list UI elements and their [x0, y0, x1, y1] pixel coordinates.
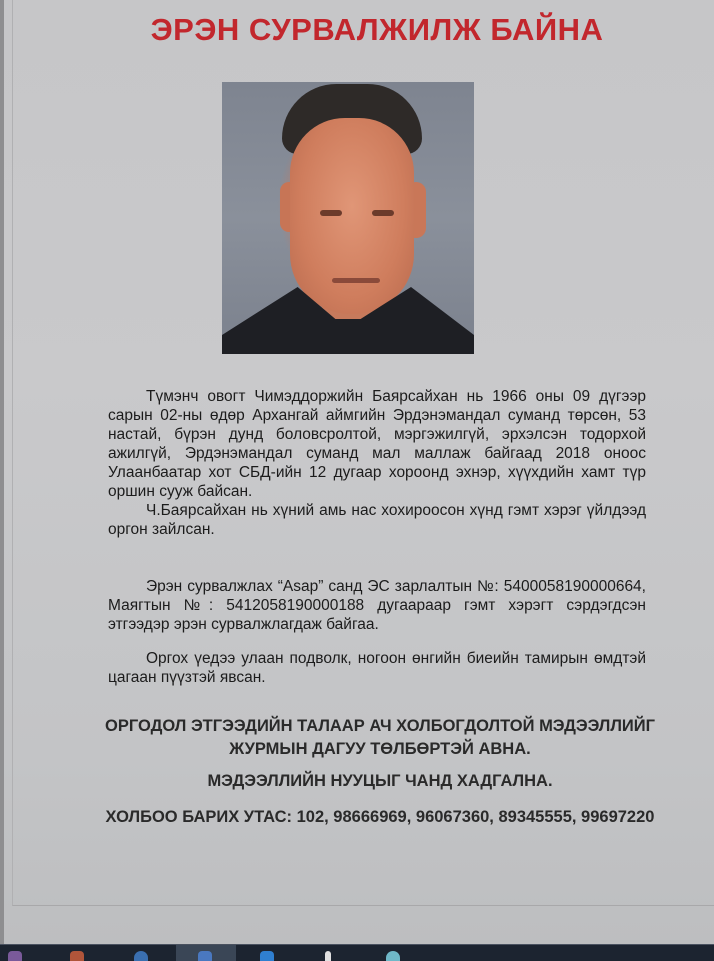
photo-mouth	[332, 278, 380, 283]
page-title: ЭРЭН СУРВАЛЖИЛЖ БАЙНА	[150, 12, 604, 47]
photo-eye-left	[320, 210, 342, 216]
paragraph-search-number: Эрэн сурвалжлах “Asap” санд ЭС зарлалтын №: 5400058190000664, Маягтын №: 5412058190000188 дугаараар гэмт хэрэгт сэрдэгдсэн этгээдэр эрэн сурвалжлагдаж байгаа.	[108, 578, 646, 633]
clothing-block	[108, 649, 646, 687]
reward-notice: ОРГОДОЛ ЭТГЭЭДИЙН ТАЛААР АЧ ХОЛБОГДОЛТОЙ МЭДЭЭЛЛИЙГ ЖУРМЫН ДАГУУ ТӨЛБӨРТЭЙ АВНА.	[105, 717, 655, 758]
photo-face	[290, 118, 414, 314]
confidential-notice: МЭДЭЭЛЛИЙН НУУЦЫГ ЧАНД ХАДГАЛНА.	[207, 772, 553, 790]
paragraph-biography: Түмэнч овогт Чимэддоржийн Баярсайхан нь 1966 оны 09 дүгээр сарын 02-ны өдөр Архангай аймгийн Эрдэнэмандал суманд төрсөн, 53 настай, бүрэн дунд боловсролтой, мэргэжилгүй, эрхэлсэн тодорхой ажилгүй, Эрдэнэмандал суманд мал маллаж байгаад 2018 оноос Улаанбаатар хот СБД-ийн 12 дугаар хороонд эхнэр, хүүхдийн хамт түр оршин сууж байсан.	[108, 388, 646, 500]
photo-eye-right	[372, 210, 394, 216]
description-block	[108, 387, 646, 539]
contact-phones: ХОЛБОО БАРИХ УТАС: 102, 98666969, 96067360, 89345555, 99697220	[105, 808, 655, 826]
taskbar	[0, 944, 714, 961]
paragraph-clothing: Оргох үедээ улаан подволк, ногоон өнгийн биеийн тамирын өмдтэй цагаан пүүзтэй явсан.	[108, 650, 646, 686]
search-notice-block	[108, 577, 646, 634]
paragraph-crime: Ч.Баярсайхан нь хүний амь нас хохироосон хүнд гэмт хэрэг үйлдээд оргон зайлсан.	[108, 502, 646, 538]
person-portrait-photo	[222, 82, 474, 354]
